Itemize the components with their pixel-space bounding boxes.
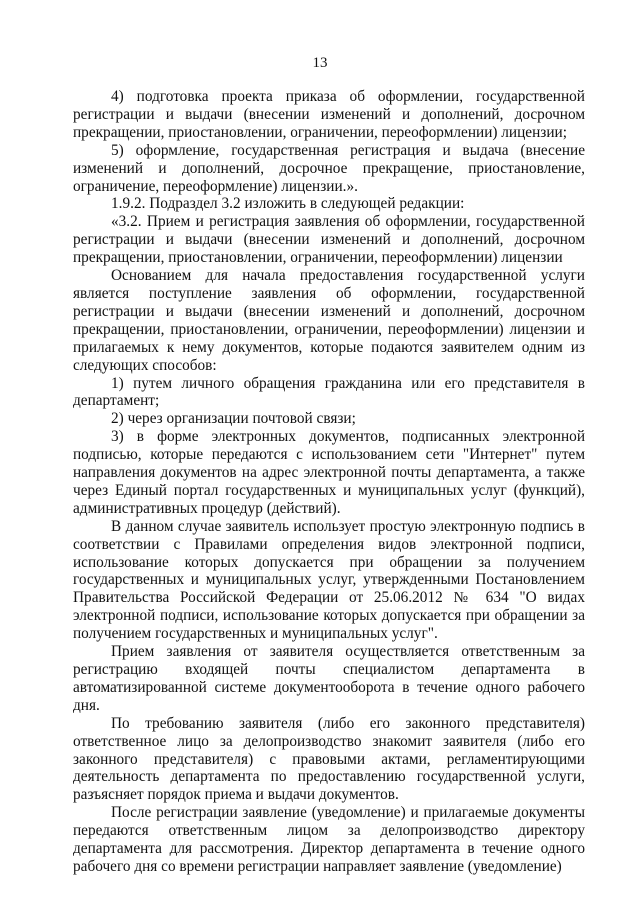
paragraph: Основанием для начала предоставления государственной услуги является поступление заявления об оформлении, государственной регистрации и выдачи (внесении изменений и дополнений, досрочном прекращении, приостановлении, ограничении, переоформлении) лицензии и прилагаемых к нему документов, которые подаются заявителем одним из следующих способов: — [73, 267, 585, 374]
page-number: 13 — [312, 55, 328, 71]
paragraph: 1.9.2. Подраздел 3.2 изложить в следующей редакции: — [111, 195, 465, 213]
paragraph: 4) подготовка проекта приказа об оформлении, государственной регистрации и выдачи (внесении изменений и дополнений, досрочном прекращении, приостановлении, ограничении, переоформлении) лицензии; — [73, 88, 585, 141]
paragraph: По требованию заявителя (либо его законного представителя) ответственное лицо за делопроизводство знакомит заявителя (либо его законного представителя) с правовыми актами, регламентирующими деятельность департамента по предоставлению государственной услуги, разъясняет порядок приема и выдачи документов. — [73, 714, 585, 804]
paragraph: 3) в форме электронных документов, подписанных электронной подписью, которые передаются с использованием сети "Интернет" путем направления документов на адрес электронной почты департамента, а также через Единый портал государственных и муниципальных услуг (функций), административных процедур (действий). — [73, 428, 585, 517]
document-body — [73, 88, 585, 876]
paragraph: 2) через организации почтовой связи; — [111, 410, 356, 428]
paragraph: После регистрации заявление (уведомление) и прилагаемые документы передаются ответственным лицом за делопроизводство директору департамента для рассмотрения. Директор департамента в течение одного рабочего дня со времени регистрации направляет заявление (уведомление) — [73, 804, 585, 875]
paragraph: 1) путем личного обращения гражданина или его представителя в департамент; — [73, 374, 585, 410]
paragraph: 5) оформление, государственная регистрация и выдача (внесение изменений и дополнений, досрочное прекращение, приостановление, ограничение, переоформление) лицензии.». — [73, 141, 585, 195]
paragraph: «3.2. Прием и регистрация заявления об оформлении, государственной регистрации и выдачи (внесении изменений и дополнений, досрочном прекращении, приостановлении, ограничении, переоформлении) лицензии — [73, 213, 585, 267]
paragraph: В данном случае заявитель использует простую электронную подпись в соответствии с Правилами определения видов электронной подписи, использование которых допускается при обращении за получением государственных и муниципальных услуг, утвержденными Постановлением Правительства Российской Федерации от 25.06.2012 № 634 "О видах электронной подписи, использование которых допускается при обращении за получением государственных и муниципальных услуг". — [73, 517, 585, 643]
paragraph: Прием заявления от заявителя осуществляется ответственным за регистрацию входящей почты специалистом департамента в автоматизированной системе документооборота в течение одного рабочего дня. — [73, 643, 585, 714]
